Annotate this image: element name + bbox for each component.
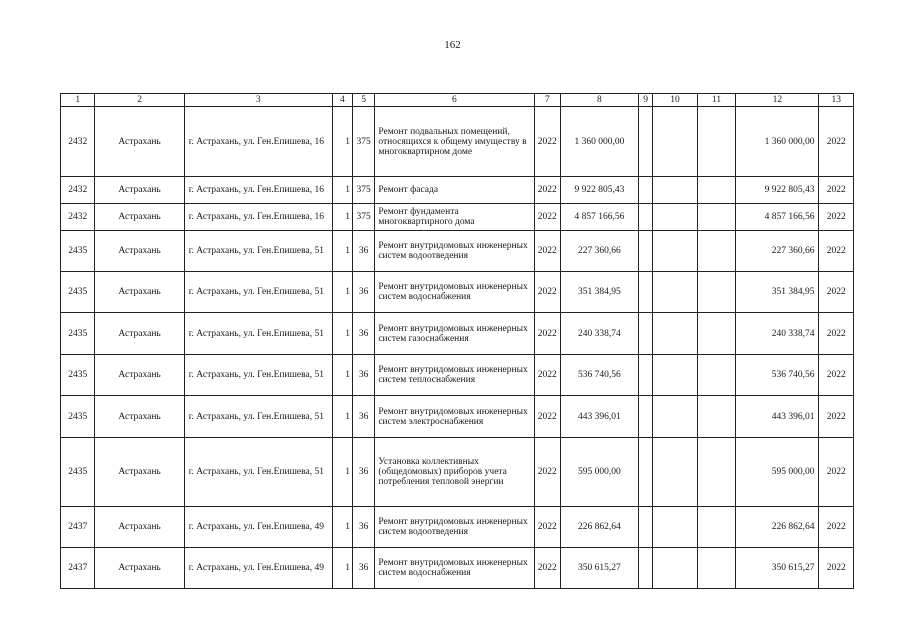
cell-col4: 1	[332, 548, 352, 589]
cell-address: г. Астрахань, ул. Ген.Епишева, 16	[184, 204, 332, 231]
cell-city: Астрахань	[95, 507, 184, 548]
cell-id: 2435	[61, 396, 95, 438]
cell-work-type: Ремонт подвальных помещений, относящихся к общему имуществу в многоквартирном доме	[375, 107, 534, 177]
cell-col10	[653, 438, 698, 507]
table-row	[61, 231, 854, 272]
column-header: 3	[184, 94, 332, 107]
cell-city: Астрахань	[95, 204, 184, 231]
cell-col5: 375	[353, 177, 375, 204]
cell-plan-year: 2022	[819, 107, 854, 177]
cell-address: г. Астрахань, ул. Ген.Епишева, 49	[184, 548, 332, 589]
cell-col9	[638, 231, 652, 272]
cell-col11	[697, 231, 736, 272]
cell-col4: 1	[332, 272, 352, 313]
table-row	[61, 548, 854, 589]
capital-repair-table	[60, 93, 854, 589]
cell-col5: 36	[353, 355, 375, 396]
table-row	[61, 507, 854, 548]
cell-total: 595 000,00	[736, 438, 819, 507]
cell-year: 2022	[534, 272, 560, 313]
cell-col10	[653, 507, 698, 548]
cell-col11	[697, 355, 736, 396]
cell-amount: 443 396,01	[560, 396, 638, 438]
cell-col11	[697, 548, 736, 589]
cell-plan-year: 2022	[819, 507, 854, 548]
cell-plan-year: 2022	[819, 396, 854, 438]
cell-work-type: Ремонт внутридомовых инженерных систем теплоснабжения	[375, 355, 534, 396]
cell-col11	[697, 396, 736, 438]
cell-total: 9 922 805,43	[736, 177, 819, 204]
cell-year: 2022	[534, 107, 560, 177]
cell-work-type: Ремонт фундамента многоквартирного дома	[375, 204, 534, 231]
table-row	[61, 438, 854, 507]
cell-id: 2432	[61, 177, 95, 204]
cell-col5: 36	[353, 548, 375, 589]
cell-col11	[697, 107, 736, 177]
cell-plan-year: 2022	[819, 548, 854, 589]
cell-col11	[697, 313, 736, 355]
cell-year: 2022	[534, 313, 560, 355]
column-header: 13	[819, 94, 854, 107]
column-header: 12	[736, 94, 819, 107]
cell-total: 227 360,66	[736, 231, 819, 272]
cell-col10	[653, 177, 698, 204]
cell-col11	[697, 177, 736, 204]
table-row	[61, 396, 854, 438]
cell-total: 443 396,01	[736, 396, 819, 438]
cell-col10	[653, 355, 698, 396]
cell-col11	[697, 438, 736, 507]
cell-amount: 240 338,74	[560, 313, 638, 355]
cell-year: 2022	[534, 396, 560, 438]
cell-work-type: Ремонт внутридомовых инженерных систем водоснабжения	[375, 548, 534, 589]
cell-col5: 36	[353, 507, 375, 548]
column-header: 2	[95, 94, 184, 107]
cell-id: 2435	[61, 355, 95, 396]
cell-plan-year: 2022	[819, 438, 854, 507]
cell-col9	[638, 396, 652, 438]
cell-address: г. Астрахань, ул. Ген.Епишева, 51	[184, 355, 332, 396]
cell-work-type: Установка коллективных (общедомовых) приборов учета потребления тепловой энергии	[375, 438, 534, 507]
cell-plan-year: 2022	[819, 204, 854, 231]
cell-col9	[638, 438, 652, 507]
cell-year: 2022	[534, 548, 560, 589]
cell-city: Астрахань	[95, 355, 184, 396]
cell-col5: 375	[353, 204, 375, 231]
cell-col5: 36	[353, 396, 375, 438]
cell-col5: 36	[353, 272, 375, 313]
cell-col9	[638, 355, 652, 396]
table-row	[61, 313, 854, 355]
cell-year: 2022	[534, 177, 560, 204]
cell-col5: 375	[353, 107, 375, 177]
cell-year: 2022	[534, 204, 560, 231]
cell-work-type: Ремонт внутридомовых инженерных систем электроснабжения	[375, 396, 534, 438]
cell-plan-year: 2022	[819, 177, 854, 204]
table-row	[61, 177, 854, 204]
cell-amount: 227 360,66	[560, 231, 638, 272]
cell-work-type: Ремонт внутридомовых инженерных систем водоснабжения	[375, 272, 534, 313]
cell-city: Астрахань	[95, 313, 184, 355]
cell-col4: 1	[332, 396, 352, 438]
cell-col9	[638, 107, 652, 177]
cell-col4: 1	[332, 313, 352, 355]
cell-col5: 36	[353, 231, 375, 272]
cell-work-type: Ремонт внутридомовых инженерных систем водоотведения	[375, 231, 534, 272]
cell-address: г. Астрахань, ул. Ген.Епишева, 51	[184, 231, 332, 272]
cell-col4: 1	[332, 107, 352, 177]
cell-year: 2022	[534, 507, 560, 548]
cell-work-type: Ремонт фасада	[375, 177, 534, 204]
cell-col4: 1	[332, 355, 352, 396]
cell-amount: 350 615,27	[560, 548, 638, 589]
cell-plan-year: 2022	[819, 313, 854, 355]
cell-id: 2432	[61, 204, 95, 231]
column-header: 4	[332, 94, 352, 107]
cell-total: 351 384,95	[736, 272, 819, 313]
cell-amount: 595 000,00	[560, 438, 638, 507]
column-header: 11	[697, 94, 736, 107]
cell-col11	[697, 204, 736, 231]
cell-amount: 226 862,64	[560, 507, 638, 548]
cell-col9	[638, 507, 652, 548]
cell-city: Астрахань	[95, 438, 184, 507]
cell-plan-year: 2022	[819, 272, 854, 313]
cell-total: 226 862,64	[736, 507, 819, 548]
cell-amount: 4 857 166,56	[560, 204, 638, 231]
cell-id: 2435	[61, 438, 95, 507]
cell-col10	[653, 396, 698, 438]
cell-year: 2022	[534, 231, 560, 272]
table-row	[61, 107, 854, 177]
cell-col4: 1	[332, 438, 352, 507]
cell-address: г. Астрахань, ул. Ген.Епишева, 49	[184, 507, 332, 548]
page-number: 162	[444, 39, 461, 51]
cell-amount: 536 740,56	[560, 355, 638, 396]
table-row	[61, 355, 854, 396]
cell-plan-year: 2022	[819, 231, 854, 272]
cell-total: 4 857 166,56	[736, 204, 819, 231]
column-header: 10	[653, 94, 698, 107]
cell-col4: 1	[332, 507, 352, 548]
cell-total: 1 360 000,00	[736, 107, 819, 177]
cell-city: Астрахань	[95, 548, 184, 589]
cell-col9	[638, 548, 652, 589]
cell-plan-year: 2022	[819, 355, 854, 396]
column-header: 7	[534, 94, 560, 107]
column-header: 6	[375, 94, 534, 107]
cell-col4: 1	[332, 231, 352, 272]
cell-col9	[638, 272, 652, 313]
cell-col10	[653, 204, 698, 231]
cell-col4: 1	[332, 177, 352, 204]
cell-col9	[638, 313, 652, 355]
cell-amount: 9 922 805,43	[560, 177, 638, 204]
cell-year: 2022	[534, 355, 560, 396]
column-header: 1	[61, 94, 95, 107]
cell-col10	[653, 272, 698, 313]
cell-amount: 351 384,95	[560, 272, 638, 313]
cell-col10	[653, 313, 698, 355]
cell-col10	[653, 107, 698, 177]
cell-col11	[697, 272, 736, 313]
cell-col10	[653, 548, 698, 589]
cell-city: Астрахань	[95, 231, 184, 272]
cell-col4: 1	[332, 204, 352, 231]
cell-col11	[697, 507, 736, 548]
cell-id: 2435	[61, 231, 95, 272]
cell-col5: 36	[353, 313, 375, 355]
cell-total: 350 615,27	[736, 548, 819, 589]
cell-col9	[638, 177, 652, 204]
cell-city: Астрахань	[95, 177, 184, 204]
cell-year: 2022	[534, 438, 560, 507]
cell-city: Астрахань	[95, 272, 184, 313]
column-header: 8	[560, 94, 638, 107]
cell-address: г. Астрахань, ул. Ген.Епишева, 51	[184, 396, 332, 438]
cell-col10	[653, 231, 698, 272]
cell-work-type: Ремонт внутридомовых инженерных систем водоотведения	[375, 507, 534, 548]
cell-id: 2437	[61, 507, 95, 548]
cell-id: 2435	[61, 313, 95, 355]
cell-address: г. Астрахань, ул. Ген.Епишева, 16	[184, 107, 332, 177]
table-row	[61, 272, 854, 313]
cell-work-type: Ремонт внутридомовых инженерных систем газоснабжения	[375, 313, 534, 355]
cell-address: г. Астрахань, ул. Ген.Епишева, 16	[184, 177, 332, 204]
cell-address: г. Астрахань, ул. Ген.Епишева, 51	[184, 272, 332, 313]
table-row	[61, 204, 854, 231]
header-row	[61, 94, 854, 107]
cell-address: г. Астрахань, ул. Ген.Епишева, 51	[184, 313, 332, 355]
cell-total: 536 740,56	[736, 355, 819, 396]
column-header: 5	[353, 94, 375, 107]
column-header: 9	[638, 94, 652, 107]
cell-total: 240 338,74	[736, 313, 819, 355]
cell-address: г. Астрахань, ул. Ген.Епишева, 51	[184, 438, 332, 507]
cell-amount: 1 360 000,00	[560, 107, 638, 177]
cell-id: 2437	[61, 548, 95, 589]
cell-id: 2435	[61, 272, 95, 313]
cell-city: Астрахань	[95, 396, 184, 438]
cell-id: 2432	[61, 107, 95, 177]
cell-city: Астрахань	[95, 107, 184, 177]
cell-col9	[638, 204, 652, 231]
cell-col5: 36	[353, 438, 375, 507]
